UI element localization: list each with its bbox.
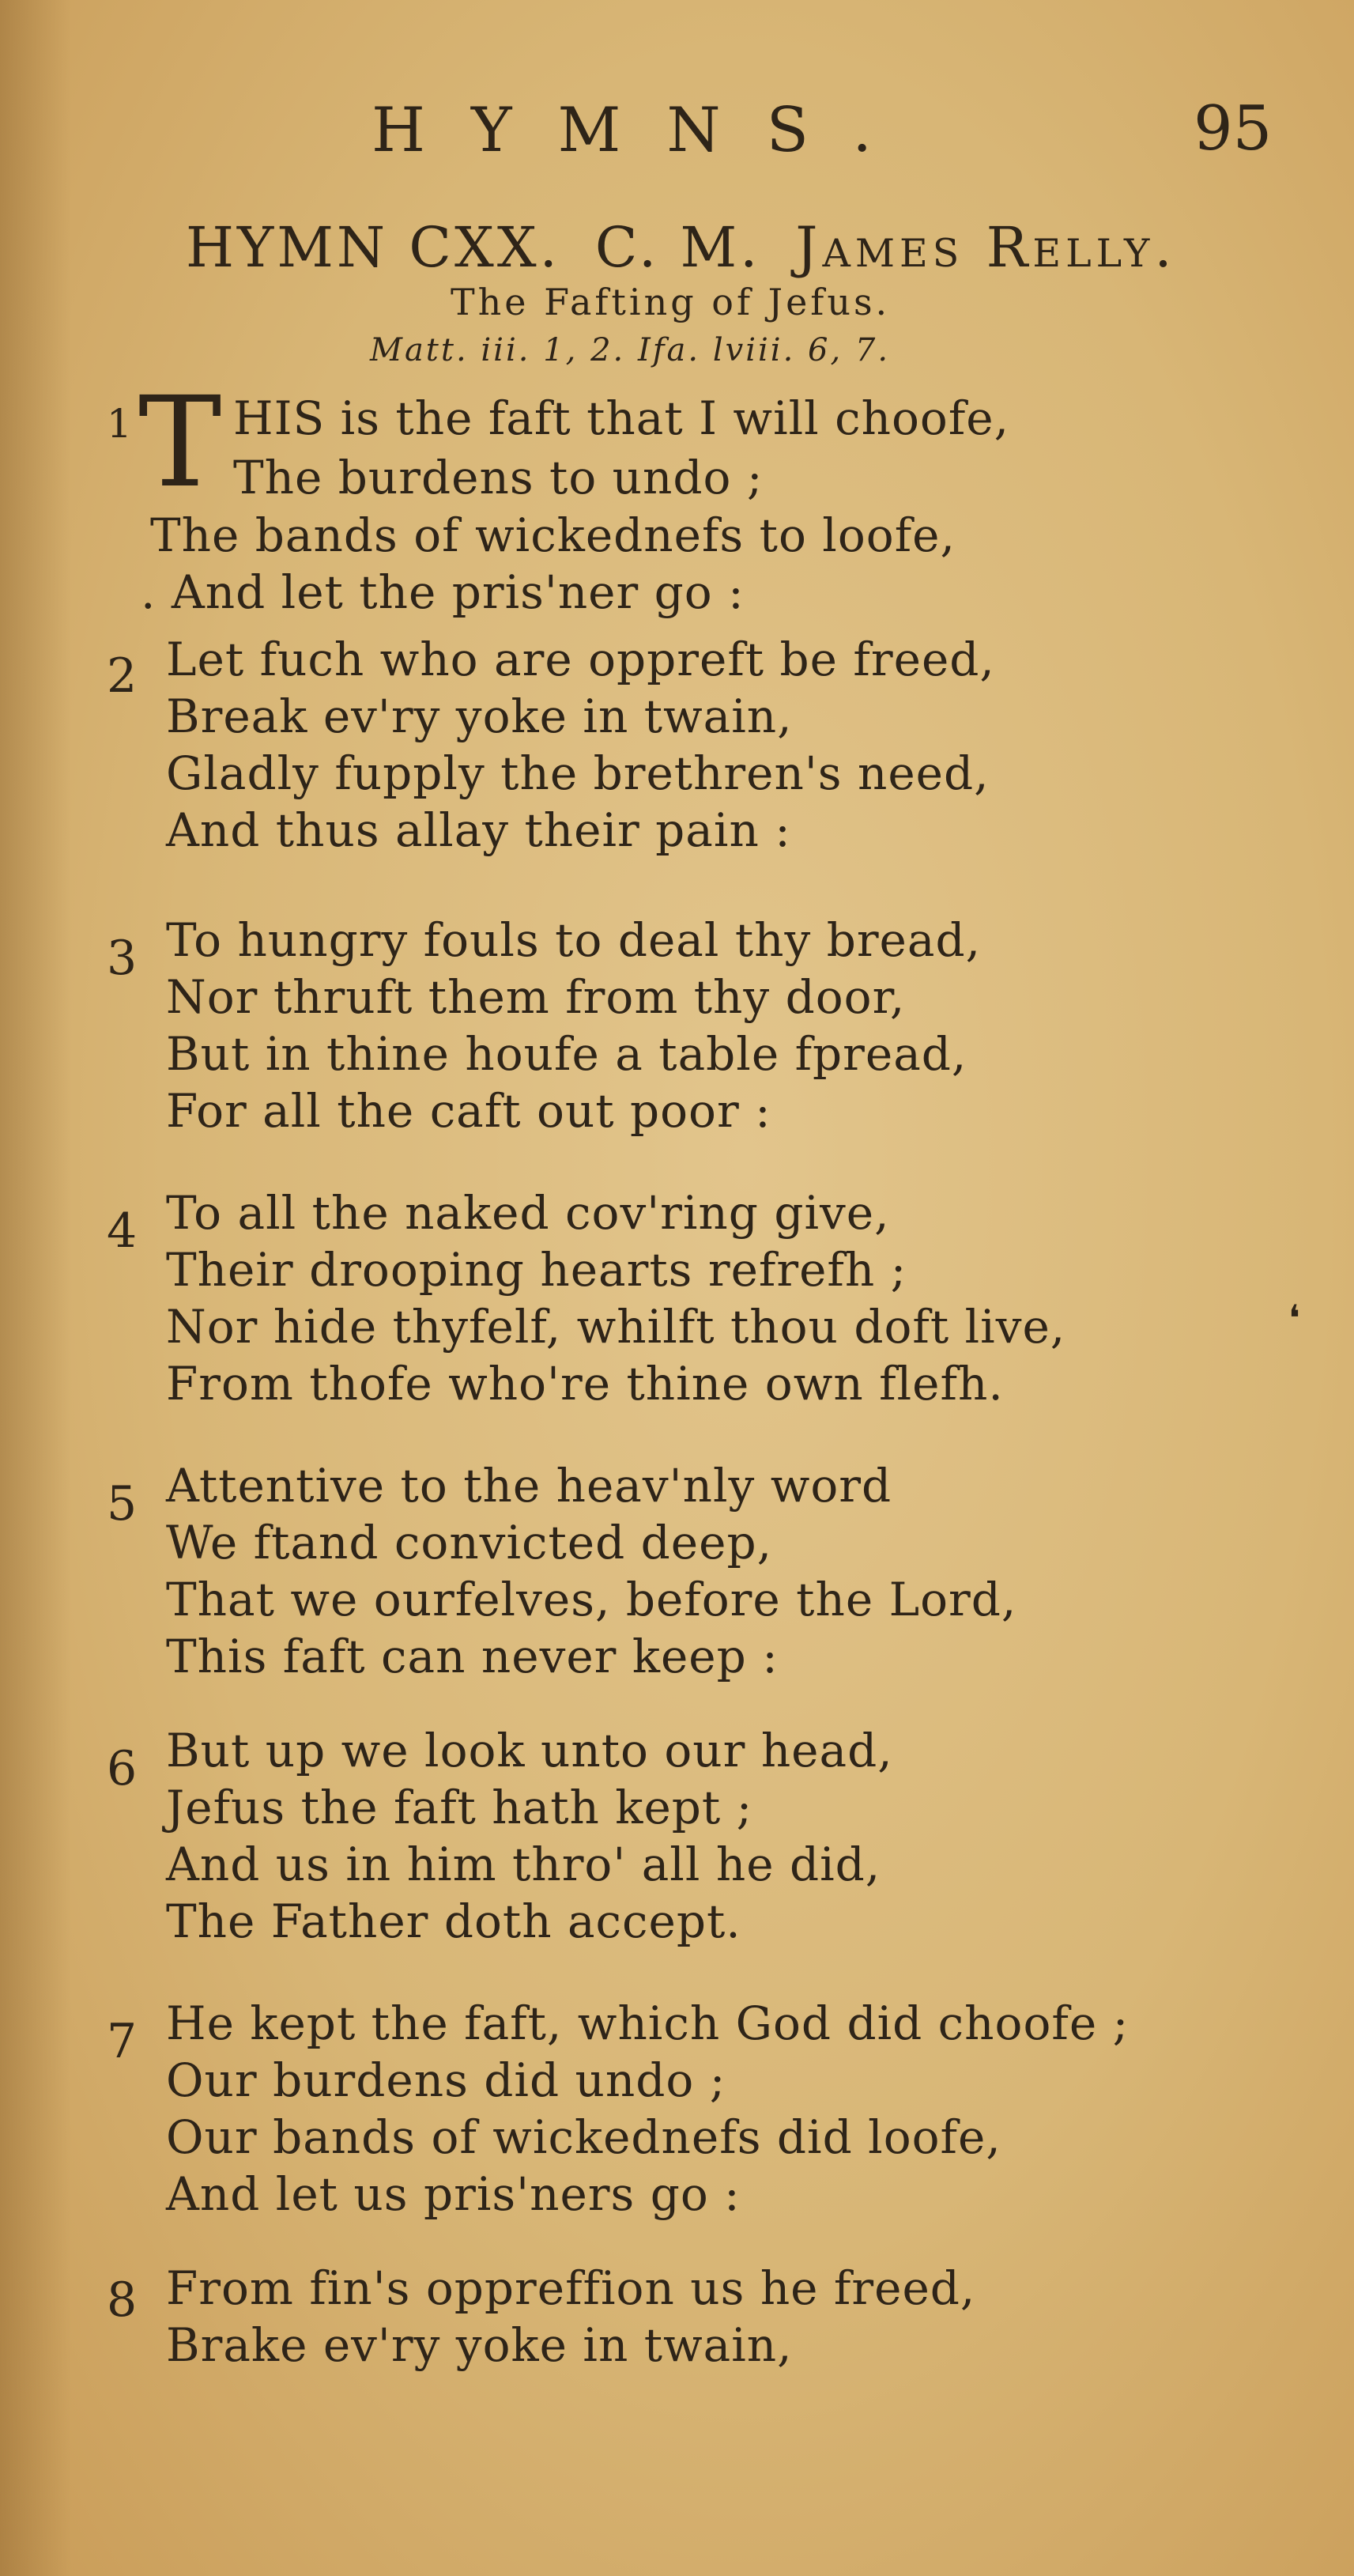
verse-line: To hungry fouls to deal thy bread, bbox=[166, 913, 982, 967]
verse-line: Their drooping hearts refrefh ; bbox=[166, 1243, 907, 1297]
verse-line: And let us pris'ners go : bbox=[166, 2167, 741, 2221]
verse-line: Attentive to the heav'nly word bbox=[166, 1459, 892, 1513]
verse-line: Jefus the faft hath kept ; bbox=[166, 1781, 753, 1834]
drop-cap: T bbox=[138, 370, 222, 516]
running-head: HYMNS. bbox=[372, 95, 918, 166]
scripture-reference: Matt. iii. 1, 2. Ifa. lviii. 6, 7. bbox=[370, 332, 891, 368]
verse-line: He kept the faft, which God did choofe ; bbox=[166, 1996, 1130, 2050]
verse-line: From fin's oppreffion us he freed, bbox=[166, 2261, 976, 2315]
verse-line: Nor thruft them from thy door, bbox=[166, 970, 906, 1024]
stanza-number: 8 bbox=[107, 2272, 138, 2328]
verse-line: And us in him thro' all he did, bbox=[166, 1838, 881, 1891]
stanza-number: 4 bbox=[107, 1203, 138, 1259]
verse-line: But in thine houfe a table fpread, bbox=[166, 1027, 967, 1081]
verse-line: Break ev'ry yoke in twain, bbox=[166, 689, 793, 743]
stanza-number: 7 bbox=[107, 2014, 138, 2069]
stanza-number: 5 bbox=[107, 1476, 138, 1532]
stanza-number: 6 bbox=[107, 1741, 138, 1796]
verse-line: Our burdens did undo ; bbox=[166, 2053, 726, 2107]
verse-line: And thus allay their pain : bbox=[166, 803, 791, 857]
hymn-subtitle: The Fafting of Jefus. bbox=[451, 281, 891, 323]
stanza-number: 1 bbox=[107, 401, 132, 447]
verse-line: The burdens to undo ; bbox=[233, 451, 764, 504]
stanza-number: 3 bbox=[107, 931, 138, 986]
verse-line: HIS is the faft that I will choofe, bbox=[233, 391, 1010, 445]
verse-line: That we ourfelves, before the Lord, bbox=[166, 1573, 1017, 1626]
verse-line: Brake ev'ry yoke in twain, bbox=[166, 2318, 793, 2372]
printer-mark-icon: ❛ bbox=[1288, 1297, 1300, 1339]
verse-line: We ftand convicted deep, bbox=[166, 1516, 773, 1569]
verse-line: From thofe who're thine own flefh. bbox=[166, 1357, 1004, 1411]
hymn-heading bbox=[186, 215, 1177, 280]
verse-line: Let fuch who are oppreft be freed, bbox=[166, 633, 995, 686]
hymn-author: James Relly. bbox=[795, 215, 1177, 280]
verse-line: To all the naked cov'ring give, bbox=[166, 1186, 890, 1240]
verse-line: But up we look unto our head, bbox=[166, 1724, 893, 1777]
verse-line: For all the caft out poor : bbox=[166, 1084, 771, 1138]
stanza-number: 2 bbox=[107, 648, 138, 704]
verse-line: Gladly fupply the brethren's need, bbox=[166, 746, 990, 800]
hymn-number: HYMN CXX. bbox=[186, 215, 560, 280]
page-number: 95 bbox=[1194, 93, 1273, 164]
verse-line: Our bands of wickednefs did loofe, bbox=[166, 2110, 1001, 2164]
verse-line: . And let the pris'ner go : bbox=[141, 565, 745, 619]
verse-line: The Father doth accept. bbox=[166, 1894, 741, 1948]
hymn-meter: C. M. bbox=[594, 215, 761, 280]
verse-line: The bands of wickednefs to loofe, bbox=[150, 508, 956, 562]
verse-line: Nor hide thyfelf, whilft thou doft live, bbox=[166, 1300, 1066, 1354]
verse-line: This faft can never keep : bbox=[166, 1630, 779, 1683]
page-gutter-shadow bbox=[0, 0, 71, 2576]
